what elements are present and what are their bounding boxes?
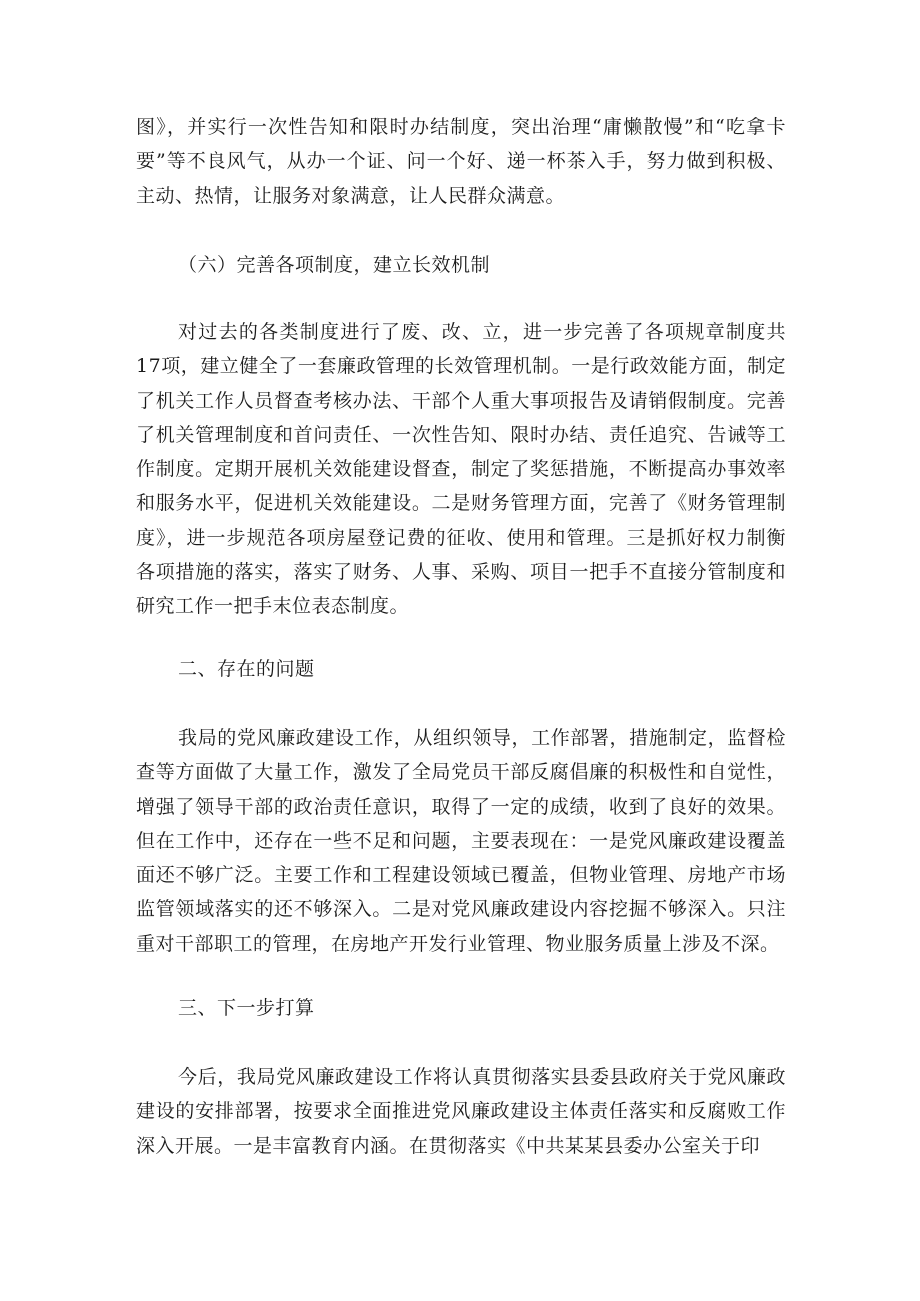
paragraph-problems-detail: 我局的党风廉政建设工作，从组织领导，工作部署，措施制定，监督检查等方面做了大量工作，激发了全局党员干部反腐倡廉的积极性和自觉性，增强了领导干部的政治责任意识，取得了一定的成绩，收到了良好的效果。但在工作中，还存在一些不足和问题，主要表现在：一是党风廉政建设覆盖面还不够广泛。主要工作和工程建设领域已覆盖，但物业管理、房地产市场监管领域落实的还不够深入。二是对党风廉政建设内容挖掘不够深入。只注重对干部职工的管理，在房地产开发行业管理、物业服务质量上涉及不深。 — [136, 727, 786, 955]
section-heading-existing-problems: 二、存在的问题 — [178, 658, 315, 680]
section-heading-improve-systems: （六）完善各项制度，建立长效机制 — [178, 254, 491, 276]
paragraph-systems-detail: 对过去的各类制度进行了废、改、立，进一步完善了各项规章制度共17项，建立健全了一套廉政管理的长效管理机制。一是行政效能方面，制定了机关工作人员督查考核办法、干部个人重大事项报告及请销假制度。完善了机关管理制度和首问责任、一次性告知、限时办结、责任追究、告诫等工作制度。定期开展机关效能建设督查，制定了奖惩措施，不断提高办事效率和服务水平，促进机关效能建设。二是财务管理方面，完善了《财务管理制度》，进一步规范各项房屋登记费的征收、使用和管理。三是抓好权力制衡各项措施的落实，落实了财务、人事、采购、项目一把手不直接分管制度和研究工作一把手末位表态制度。 — [136, 321, 786, 618]
paragraph-next-steps-detail: 今后，我局党风廉政建设工作将认真贯彻落实县委县政府关于党风廉政建设的安排部署，按要求全面推进党风廉政建设主体责任落实和反腐败工作深入开展。一是丰富教育内涵。在贯彻落实《中共某某县委办公室关于印 — [136, 1066, 786, 1157]
paragraph-service-attitude: 图》，并实行一次性告知和限时办结制度，突出治理“庸懒散慢”和“吃拿卡要”等不良风气，从办一个证、问一个好、递一杯茶入手，努力做到积极、主动、热情，让服务对象满意，让人民群众满意。 — [136, 116, 786, 207]
section-heading-next-steps: 三、下一步打算 — [178, 997, 315, 1019]
